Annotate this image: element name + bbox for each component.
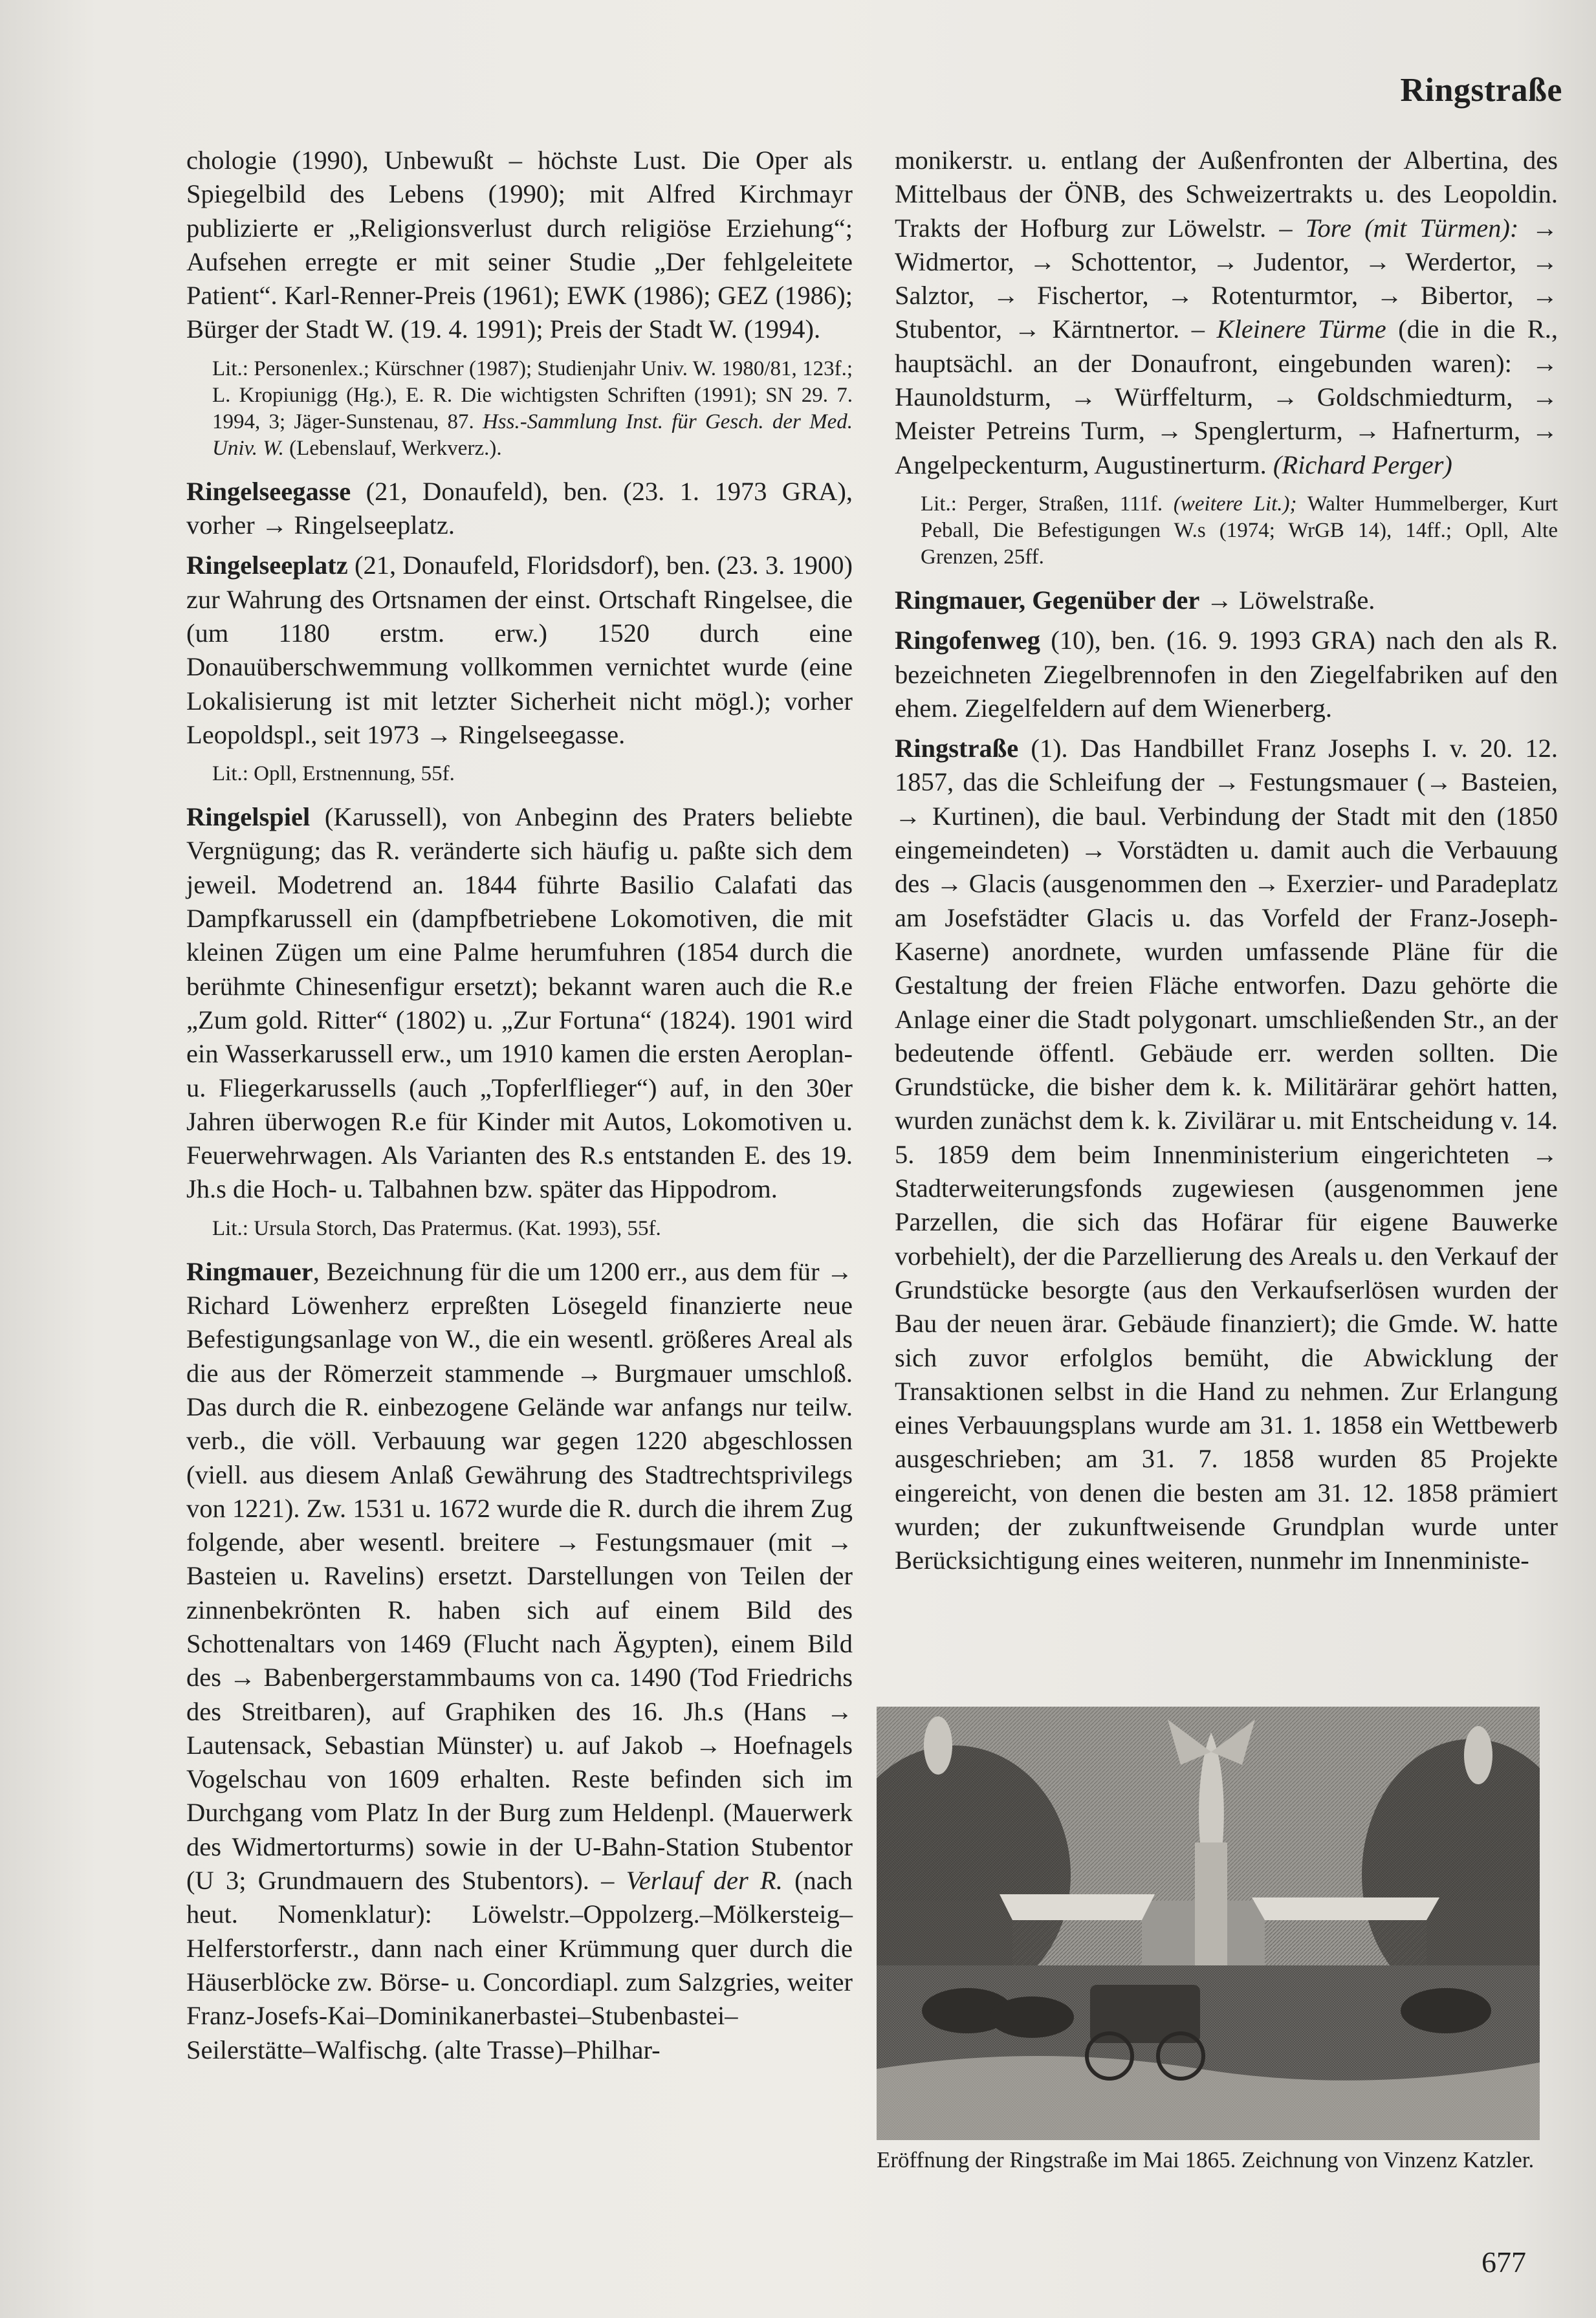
entry-text: , Bezeichnung für die um 1200 err., aus dem für → Richard Löwenherz erpreßten Lösegeld finanzierte neue Befestigungsanlage von W., die ein wesentl. größeres Areal als die aus der Römerzeit stammende → Burgmauer umschloß. Das durch die R. einbezogene Gelände war anfangs nur teilw. verb., die völl. Verbauung war gegen 1220 abgeschlossen (viell. aus diesem Anlaß Gewährung des Stadtrechtsprivilegs von 1221). Zw. 1531 u. 1672 wurde die R. durch die ihrem Zug folgende, aber wesentl. breitere → Festungsmauer (mit → Basteien u. Ravelins) ersetzt. Darstellungen von Teilen der zinnenbekrönten R. haben sich auf einem Bild des Schottenaltars von 1469 (Flucht nach Ägypten), einem Bild des → Babenbergerstammbaums von ca. 1490 (Tod Friedrichs des Streitbaren), auf Graphiken des 16. Jh.s (Hans → Lautensack, Sebastian Münster) u. auf Jakob → Hoefnagels Vogelschau von 1609 erhalten. Reste befinden sich im Durchgang vom Platz In der Burg zum Heldenpl. (Mauerwerk des Widmertorturms) sowie in der U-Bahn-Station Stubentor (U 3; Grundmauern des Stubentors). – — [186, 1256, 853, 1896]
lit-text: Lit.: Personenlex.; Kürschner (1987); Studienjahr Univ. W. 1980/81, 123f.; L. Kropiunigg (Hg.), E. R. Die wichtigsten Schriften (1991); SN 29. 7. 1994, 3; Jäger-Sunstenau, 87. — [212, 356, 853, 433]
entry-text: (Karussell), von Anbeginn des Praters beliebte Vergnügung; das R. veränderte sich häufig u. paßte sich dem jeweil. Modetrend an. 1844 führte Basilio Calafati das Dampfkarussell ein (dampfbetriebene Lokomotiven, die mit kleinen Zügen um eine Palme herumfuhren (1854 durch die berühmte Chinesenfigur ersetzt); bekannt waren auch die R.e „Zum gold. Ritter“ (1802) u. „Zur Fortuna“ (1824). 1901 wird ein Wasserkarussell erw., um 1910 kamen die ersten Aeroplan- u. Fliegerkarussells (auch „Topferlflieger“) auf, in den 30er Jahren überwogen R.e für Kinder mit Autos, Lokomotiven u. Feuerwehrwagen. Als Varianten des R.s entstanden E. des 19. Jh.s die Hoch- u. Talbahnen bzw. später das Hippodrom. — [186, 802, 853, 1204]
entry-text: (nach heut. Nomenklatur): Löwelstr.–Oppolzerg.–Mölkersteig–Helferstorferstr., dann nach einer Krümmung quer durch die Häuserblöcke zw. Börse- u. Concordiapl. zum Salzgries, weiter Franz-Josefs-Kai–Dominikanerbastei–Stubenbastei–Seilerstätte–Walfischg. (alte Trasse)–Philhar- — [186, 1866, 853, 2064]
entry-text: (die in die R., hauptsächl. an der Donaufront, eingebunden waren): → Haunoldsturm, → Würffelturm, → Goldschmiedturm, → Meister Petreins Turm, → Spenglerturm, → Hafnerturm, → Angelpeckenturm, Augustinerturm. — [895, 314, 1558, 479]
entry-ringelseegasse — [186, 475, 853, 543]
entry-ringmauer-gegenueber — [895, 584, 1558, 617]
subheading-italic: Kleinere Türme — [1216, 314, 1386, 344]
entry-text: (21, Donaufeld, Floridsdorf), ben. (23. 3. 1900) zur Wahrung des Ortsnamen der einst. Ortschaft Ringelsee, die (um 1180 erstm. erw.) 1520 durch eine Donauüberschwemmung vollkommen vernichtet wurde (eine Lokalisierung ist mit letzter Sicherheit nicht mögl.); vorher Leopoldspl., seit 1973 → Ringelseegasse. — [186, 551, 853, 749]
entry-ringelseeplatz — [186, 549, 853, 752]
literature-note — [921, 491, 1558, 571]
literature-note — [212, 356, 853, 462]
headword: Ringmauer — [186, 1256, 313, 1286]
entry-text: (21, Donaufeld), ben. (23. 1. 1973 GRA), vorher → Ringelseeplatz. — [186, 476, 853, 540]
author-signature: (Richard Perger) — [1273, 450, 1452, 479]
headword: Ringmauer, Gegenüber der — [895, 585, 1200, 615]
figure-caption: Eröffnung der Ringstraße im Mai 1865. Zeichnung von Vinzenz Katzler. — [877, 2147, 1535, 2172]
entry-ringofenweg — [895, 624, 1558, 725]
headword: Ringelseeplatz — [186, 551, 348, 580]
literature-note: Lit.: Opll, Erstnennung, 55f. — [212, 762, 455, 786]
lit-italic: (weitere Lit.); — [1173, 492, 1297, 516]
lit-italic: Hss.-Sammlung Inst. für Gesch. der Med. Univ. W. — [212, 410, 853, 460]
headword: Ringofenweg — [895, 626, 1040, 655]
entry-text: → Widmertor, → Schottentor, → Judentor, → Werdertor, → Salztor, → Fischertor, → Rotenturmtor, → Bibertor, → Stubentor, → Kärntnertor. – — [895, 213, 1558, 344]
entry-text: monikerstr. u. entlang der Außenfronten der Albertina, des Mittelbaus der ÖNB, des Schweizertrakts u. des Leopoldin. Trakts der Hofburg zur Löwelstr. – — [895, 146, 1558, 243]
left-column — [186, 144, 853, 2073]
right-column — [895, 144, 1558, 1584]
headword: Ringstraße — [895, 734, 1019, 763]
entry-continuation: chologie (1990), Unbewußt – höchste Lust. Die Oper als Spiegelbild des Lebens (1990); mit Alfred Kirchmayr publizierte er „Religionsverlust durch religiöse Erziehung“; Aufsehen erregte er mit seiner Studie „Der fehlgeleitete Patient“. Karl-Renner-Preis (1961); EWK (1986); GEZ (1986); Bürger der Stadt W. (19. 4. 1991); Preis der Stadt W. (1994). — [186, 146, 853, 344]
entry-ringmauer — [186, 1255, 853, 2067]
headword: Ringelseegasse — [186, 476, 351, 506]
entry-ringmauer-continued — [895, 144, 1558, 482]
literature-note: Lit.: Ursula Storch, Das Pratermus. (Kat. 1993), 55f. — [212, 1216, 661, 1240]
entry-text: → Löwelstraße. — [1206, 585, 1375, 615]
engraving-illustration — [877, 1707, 1540, 2140]
entry-ringstrasse — [895, 732, 1558, 1577]
headword: Ringelspiel — [186, 802, 311, 832]
lit-text: (Lebenslauf, Werkverz.). — [289, 436, 502, 460]
lit-text: Walter Hummelberger, Kurt Peball, Die Befestigungen W.s (1974; WrGB 14), 14ff.; Opll, Alte Grenzen, 25ff. — [921, 492, 1558, 569]
subheading-italic: Verlauf der R. — [626, 1866, 783, 1896]
lit-text: Lit.: Perger, Straßen, 111f. — [921, 492, 1163, 516]
page-number: 677 — [1481, 2246, 1526, 2279]
running-head: Ringstraße — [1400, 72, 1562, 109]
entry-text: (10), ben. (16. 9. 1993 GRA) nach den als R. bezeichneten Ziegelbrennofen in den Ziegelfabriken auf den ehem. Ziegelfeldern auf dem Wienerberg. — [895, 626, 1558, 723]
entry-ringelspiel — [186, 800, 853, 1207]
subheading-italic: Tore (mit Türmen): — [1305, 213, 1519, 243]
engraving-drawing — [877, 1707, 1540, 2140]
entry-text: (1). Das Handbillet Franz Josephs I. v. 20. 12. 1857, das die Schleifung der → Festungsmauer (→ Basteien, → Kurtinen), die baul. Verbindung der Stadt mit den (1850 eingemeindeten) → Vorstädten u. damit auch die Verbauung des → Glacis (ausgenommen den → Exerzier- und Paradeplatz am Josefstädter Glacis u. das Vorfeld der Franz-Joseph-Kaserne) anordnete, wurden umfassende Pläne für die Gestaltung der freien Fläche entworfen. Dazu gehörte die Anlage einer die Stadt polygonart. umschließenden Str., an der bedeutende öffentl. Gebäude err. werden sollten. Die Grundstücke, die bisher dem k. k. Militärärar gehört hatten, wurden zunächst dem k. k. Zivilärar u. mit Entscheidung v. 14. 5. 1859 dem beim Innenministerium eingerichteten → Stadterweiterungsfonds zugewiesen (ausgenommen jene Parzellen, die sich das Hofärar für eigene Bauwerke vorbehielt), der die Parzellierung des Areals u. den Verkauf der Grundstücke besorgte (aus den Verkaufserlösen wurden der Bau der neuen ärar. Gebäude finanziert); die Gmde. W. hatte sich zuvor erfolglos bemüht, die Abwicklung der Transaktionen selbst in die Hand zu nehmen. Zur Erlangung eines Verbauungsplans wurde am 31. 1. 1858 ein Wettbewerb ausgeschrieben; am 31. 7. 1858 wurden 85 Projekte eingereicht, von denen die besten am 31. 12. 1858 prämiert wurden; der zukunftweisende Grundplan wurde unter Berücksichtigung eines weiteren, nunmehr im Innenministe- — [895, 734, 1558, 1575]
